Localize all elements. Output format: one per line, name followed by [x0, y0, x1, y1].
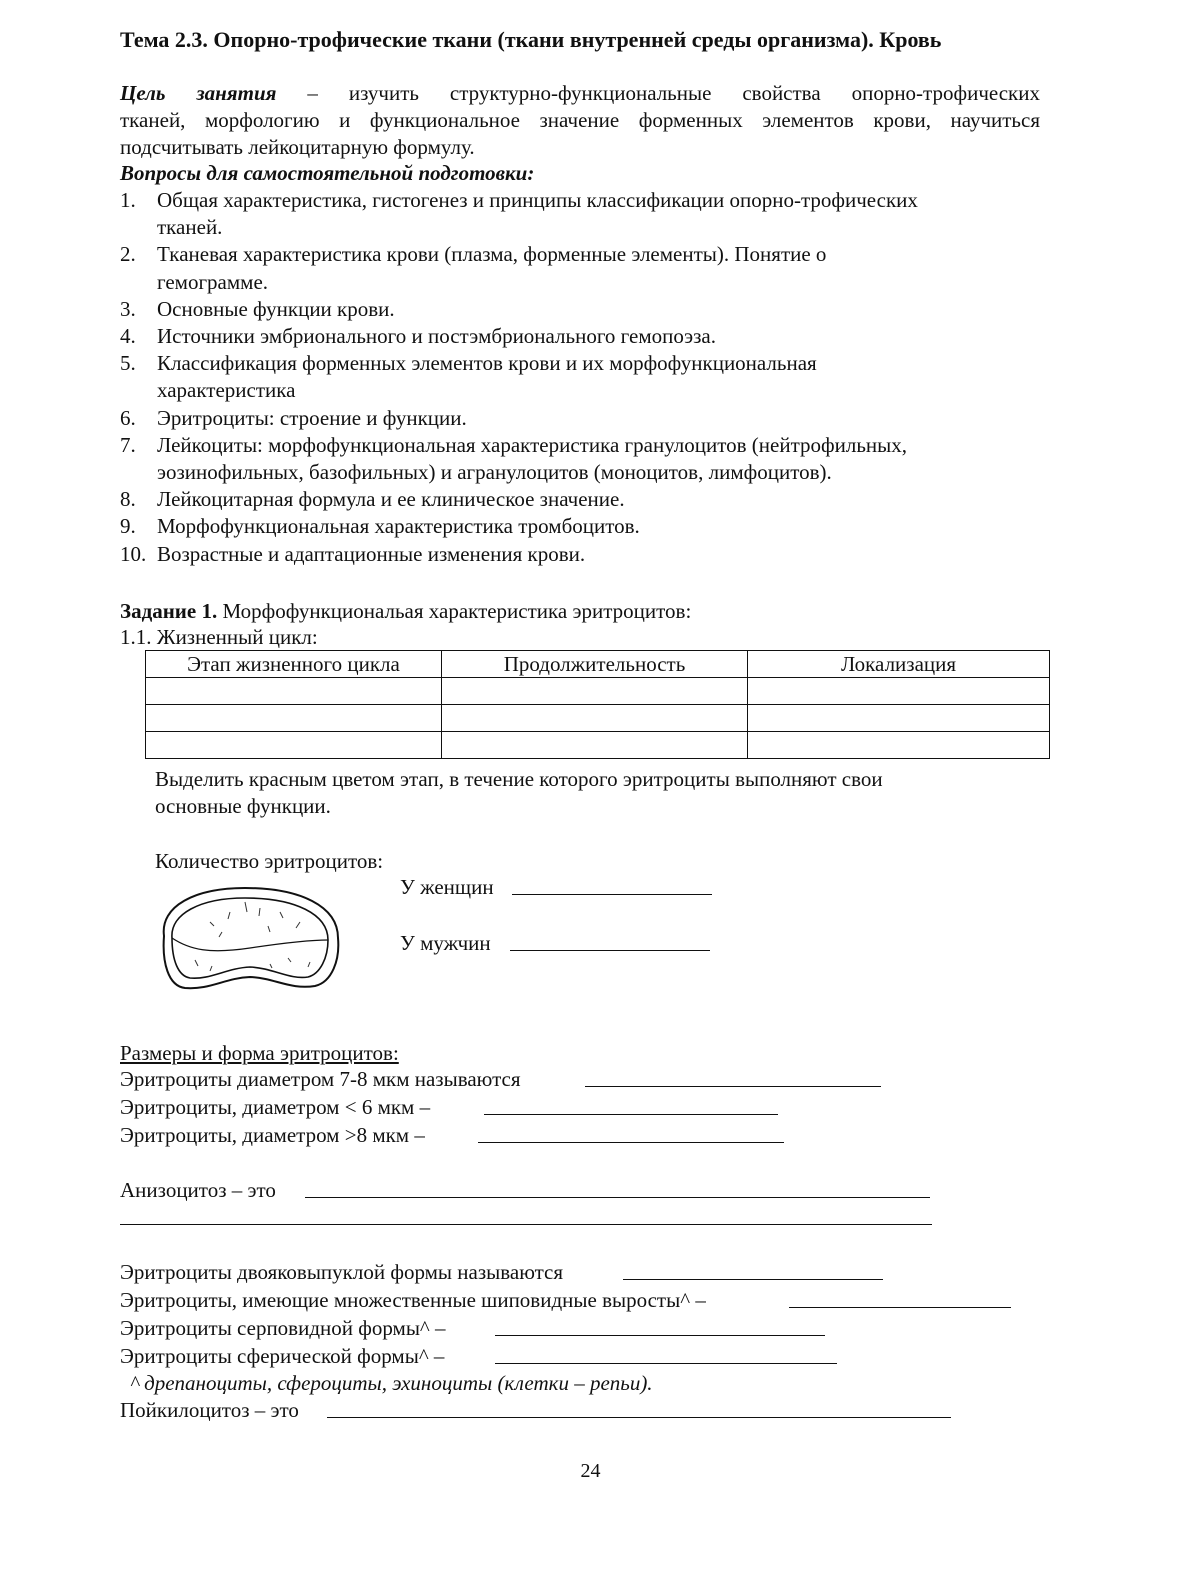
table-row [146, 705, 1050, 732]
question-item [120, 486, 1080, 513]
question-text: Эритроциты: строение и функции. [157, 405, 467, 430]
forms-line-3: Эритроциты серповидной формы^ – [120, 1316, 446, 1340]
question-item [120, 187, 1080, 241]
table-row [146, 678, 1050, 705]
count-women-blank[interactable] [512, 894, 712, 895]
table-header-row [146, 651, 1050, 678]
column-header-duration: Продолжительность [442, 651, 748, 678]
erythrocyte-drawing [150, 878, 350, 996]
page-number: 24 [580, 1460, 601, 1482]
task-1-text: Морфофункциональая характеристика эритроцитов: [217, 599, 692, 623]
question-text-cont: эозинофильных, базофильных) и агранулоцитов (моноцитов, лимфоцитов). [157, 460, 832, 485]
count-women-label: У женщин [400, 875, 494, 899]
task-1-heading [120, 598, 691, 624]
life-cycle-table [145, 650, 1050, 759]
sizes-line-1-blank[interactable] [585, 1086, 881, 1087]
question-number: 5. [120, 351, 136, 376]
question-text-cont: гемограмме. [157, 269, 269, 294]
question-item [120, 405, 1080, 432]
table-cell[interactable] [442, 705, 748, 732]
forms-line-3-blank[interactable] [495, 1335, 825, 1336]
question-number: 9. [120, 514, 136, 539]
question-text-cont: характеристика [157, 378, 296, 403]
question-text: Основные функции крови. [157, 296, 395, 321]
question-item [120, 241, 1080, 295]
question-number: 4. [120, 324, 136, 349]
task-1-1-heading: 1.1. Жизненный цикл: [120, 625, 318, 649]
question-item [120, 541, 1080, 568]
question-item [120, 432, 1080, 486]
table-cell[interactable] [442, 732, 748, 759]
question-text: Общая характеристика, гистогенез и принципы классификации опорно-трофических [157, 188, 918, 212]
question-number: 10. [120, 541, 147, 566]
column-header-stage: Этап жизненного цикла [146, 651, 442, 678]
goal-label: Цель занятия [120, 81, 277, 105]
question-text: Морфофункциональная характеристика тромбоцитов. [157, 514, 640, 539]
question-number: 7. [120, 432, 136, 457]
count-men-label: У мужчин [400, 931, 491, 955]
question-number: 1. [120, 188, 136, 212]
forms-hint: ^ дрепаноциты, сфероциты, эхиноциты (клетки – репьи). [130, 1371, 653, 1395]
sizes-line-1: Эритроциты диаметром 7-8 мкм называются [120, 1067, 521, 1091]
table-row [146, 732, 1050, 759]
count-men-blank[interactable] [510, 950, 710, 951]
count-heading: Количество эритроцитов: [155, 849, 384, 873]
question-text-cont: тканей. [157, 215, 223, 240]
question-number: 8. [120, 487, 136, 512]
question-text: Возрастные и адаптационные изменения крови. [157, 541, 586, 566]
table-note-line-2: основные функции. [155, 794, 331, 818]
anisocytosis-blank-1[interactable] [305, 1197, 930, 1198]
question-number: 2. [120, 242, 136, 267]
question-text: Классификация форменных элементов крови и их морфофункциональная [157, 351, 817, 376]
table-cell[interactable] [442, 678, 748, 705]
anisocytosis-blank-2[interactable] [120, 1224, 932, 1225]
forms-line-2: Эритроциты, имеющие множественные шиповидные выросты^ – [120, 1288, 706, 1312]
sizes-line-3-blank[interactable] [478, 1142, 784, 1143]
questions-list [120, 187, 1080, 568]
question-number: 3. [120, 296, 136, 321]
question-item [120, 513, 1080, 540]
table-note-line-1: Выделить красным цветом этап, в течение которого эритроциты выполняют свои [155, 767, 883, 791]
anisocytosis-label: Анизоцитоз – это [120, 1178, 276, 1202]
question-item [120, 350, 1080, 404]
sizes-line-2-blank[interactable] [484, 1114, 778, 1115]
sizes-line-2: Эритроциты, диаметром < 6 мкм – [120, 1095, 431, 1119]
goal-text-1: – изучить структурно-функциональные свойства опорно-трофических [276, 81, 1040, 105]
question-text: Лейкоциты: морфофункциональная характеристика гранулоцитов (нейтрофильных, [157, 432, 908, 457]
question-item [120, 323, 1080, 350]
table-cell[interactable] [146, 705, 442, 732]
table-cell[interactable] [146, 732, 442, 759]
forms-line-4: Эритроциты сферической формы^ – [120, 1344, 445, 1368]
goal-line-1 [120, 80, 1040, 106]
page-title: Тема 2.3. Опорно-трофические ткани (ткани внутренней среды организма). Кровь [120, 27, 942, 52]
goal-line-3: подсчитывать лейкоцитарную формулу. [120, 135, 475, 159]
column-header-location: Локализация [748, 651, 1050, 678]
question-text: Источники эмбрионального и постэмбрионального гемопоэза. [157, 324, 717, 349]
forms-line-4-blank[interactable] [495, 1363, 837, 1364]
poikilocytosis-blank[interactable] [327, 1417, 951, 1418]
table-cell[interactable] [748, 678, 1050, 705]
table-cell[interactable] [748, 705, 1050, 732]
question-text: Тканевая характеристика крови (плазма, форменные элементы). Понятие о [157, 242, 827, 267]
forms-line-2-blank[interactable] [789, 1307, 1011, 1308]
sizes-line-3: Эритроциты, диаметром >8 мкм – [120, 1123, 425, 1147]
questions-heading: Вопросы для самостоятельной подготовки: [120, 161, 535, 185]
forms-line-1: Эритроциты двояковыпуклой формы называются [120, 1260, 564, 1284]
table-cell[interactable] [146, 678, 442, 705]
question-number: 6. [120, 405, 136, 430]
poikilocytosis-label: Пойкилоцитоз – это [120, 1398, 299, 1422]
sizes-heading: Размеры и форма эритроцитов: [120, 1041, 399, 1065]
goal-line-2: тканей, морфологию и функциональное значение форменных элементов крови, научиться [120, 108, 1040, 132]
forms-line-1-blank[interactable] [623, 1279, 883, 1280]
table-cell[interactable] [748, 732, 1050, 759]
task-1-label: Задание 1. [120, 599, 218, 623]
question-item [120, 296, 1080, 323]
question-text: Лейкоцитарная формула и ее клиническое значение. [157, 487, 625, 512]
